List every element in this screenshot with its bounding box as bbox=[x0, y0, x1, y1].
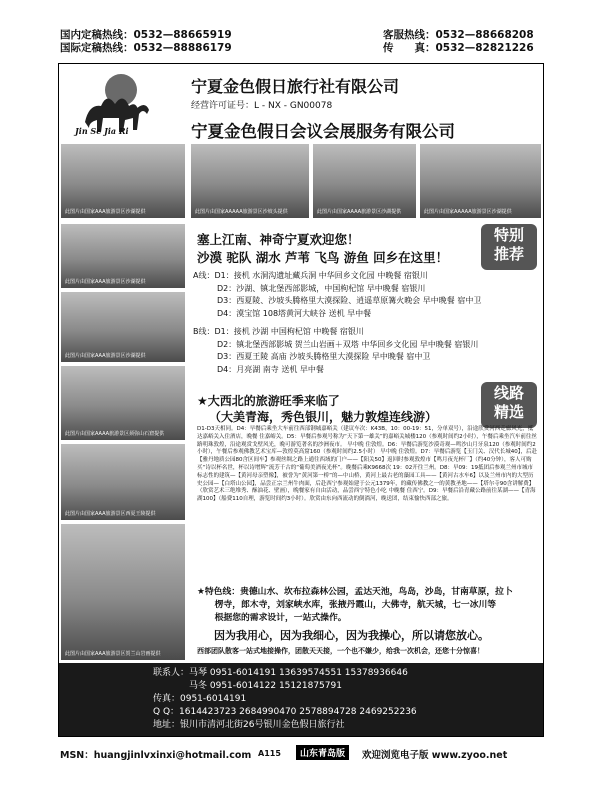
company-name-travel: 宁夏金色假日旅行社有限公司 bbox=[191, 77, 400, 96]
domestic-hotline: 国内定稿热线：0532—88665919 bbox=[60, 29, 232, 41]
contact-qq: Q Q：1614423723 2684990470 2578894728 2469252236 bbox=[153, 707, 417, 717]
route-b: B线：D1：接机 沙湖 中国枸杞馆 中晚餐 宿银川 D2：镇北堡西部影城 贺兰山岩画＋双塔 中华回乡文化园 早中晚餐 宿银川 D3：西夏王陵 高庙 沙坡头腾格里大漠探险 早中晚餐 宿中卫 D4：月亮湖 南寺 送机 早中餐 bbox=[193, 327, 479, 374]
footer-msn: MSN：huangjinlvxinxi@hotmail.com bbox=[60, 750, 252, 761]
contact-fax: 传真：0951-6014191 bbox=[153, 694, 247, 704]
photo-mosque: 此图片由国家AAA旅游景区沙湖提供 bbox=[61, 224, 185, 288]
footer-welcome: 欢迎浏览电子版 www.zyoo.net bbox=[362, 750, 508, 761]
contact-person-2: 马冬 0951-6014122 15121875791 bbox=[153, 681, 342, 691]
photo-rock-art: 此图片由国家AAA旅游景区贺兰山岩画提供 bbox=[61, 524, 185, 660]
service-hotline: 客服热线：0532—88668208 bbox=[383, 29, 534, 41]
slogan: 因为我用心，因为我细心，因为我操心，所以请您放心。 bbox=[214, 629, 489, 642]
license-number: 经营许可证号：L - NX - GN00078 bbox=[191, 101, 333, 111]
headline-welcome: 塞上江南、神奇宁夏欢迎您！ bbox=[197, 232, 360, 247]
special-recommend-badge: 特别 推荐 bbox=[481, 224, 537, 270]
international-hotline: 国际定稿热线：0532—88886179 bbox=[60, 42, 232, 54]
photo-grottoes: 此图片由国家AAAA旅游景区须弥山石窟提供 bbox=[61, 366, 185, 440]
itinerary-details: D1-D3天相同。D4：早餐后乘坐大车前往西部钢城嘉峪关（建议车次：K43B，10：00-19：51，分单双号），沿途欣赏河西走廊风光，抵达嘉峪关入住酒店，晚餐 住嘉峪关。D5：早餐后参观号称为“天下第一雄关”的嘉峪关城楼120（参观时间约2小时），午餐后乘坐汽车前往丝路明珠敦煌，沿途观赏戈壁风光，晚可游览著名的沙洲夜市。 早中晚 住敦煌。D6：早餐后游览沙漠奇观—鸣沙山月牙泉120（参观时间约2小时），午餐后参观佛教艺术宝库—敦煌莫高窟160（参观时间约2.5小时） 早中晚 住敦煌。D7：早餐后游览【玉门关、汉代长城40】，后赴【雅丹地质公园80含区间车】参观丝绸之路上通往西域的门户——【阳关50】返回时参观敦煌市【鸣月夜光杯厂】（约40分钟），客人可购买“诗以杯名世，杯以诗增辉”流芳千古的“葡萄美酒夜光杯”。晚餐后乘K9668次 19：02开往兰州。D8：早09：19抵团后参观兰州市城市标志性的建筑—【黄河母亲塑像】，被誉为“黄河第一桥”的—中山桥，黄河上最古老的藻园工具——【黄河古水车6】以及兰州市内的大型历史公园—【白塔山公园】，品尝正宗兰州牛肉面，后赴西宁参观始建于公元1379年，的藏传佛教之一的黄教圣地——【塔尔寺90含讲解费】（欣赏艺术三绝堆秀、酥油花、壁画），晚餐家有自由活动，品尝西宁特色小吃 中晚餐 住西宁。D9：早餐后沿青藏公路前往某湖——【青海湖100】（船费110自理，游览时间约3小时）。欣赏由东向西流动的倒淌河，晚送团，结束愉快西部之旅。 bbox=[197, 426, 537, 503]
photo-mosque-2: 此图片由国家AAA旅游景区沙湖提供 bbox=[61, 292, 185, 362]
headline-route: （大美青海，秀色银川，魅力敦煌连线游） bbox=[209, 410, 438, 424]
page-number: A115 bbox=[258, 749, 281, 758]
company-name-expo: 宁夏金色假日会议会展服务有限公司 bbox=[191, 122, 455, 141]
photo-desert-camels: 此图片由国家AAAAA旅游景区沙湖提供 bbox=[420, 144, 541, 218]
contact-block bbox=[59, 663, 543, 736]
contact-person-1: 联系人：马琴 0951-6014191 13639574551 15378936646 bbox=[153, 668, 408, 678]
fax-line: 传 真：0532—82821226 bbox=[383, 42, 534, 54]
photo-sand-lake: 此图片由国家AAA旅游景区沙湖提供 bbox=[61, 144, 185, 218]
logo-text: Jin Se Jia Ri bbox=[75, 126, 129, 136]
route-selection-badge: 线路 精选 bbox=[481, 382, 537, 428]
featured-lines: ★特色线：贵德山水、坎布拉森林公园，孟达天池，鸟岛，沙岛，甘南草原，拉卜 楞寺，郎木寺，刘家峡水库，张掖丹霞山，大佛寺，航天城，七一冰川等 根据您的需求设计，一站式操作。 bbox=[197, 587, 513, 624]
contact-address: 地址：银川市清河北街26号银川金色假日旅行社 bbox=[153, 720, 345, 730]
photo-shapotou: 此图片由国家AAAAA旅游景区沙坡头提供 bbox=[191, 144, 309, 218]
slogan-sub: 西部团队散客一站式地接操作，团散天天接，一个也不嫌少，给我一次机会，还您十分惊喜！ bbox=[197, 647, 484, 655]
headline-features: 沙漠 驼队 湖水 芦苇 飞鸟 游鱼 回乡在这里！ bbox=[197, 250, 449, 265]
advertisement bbox=[58, 63, 544, 737]
photo-shahu-river: 此图片由国家AAAA旅游景区沙湖提供 bbox=[313, 144, 416, 218]
headline-season: ★大西北的旅游旺季来临了 bbox=[197, 394, 340, 408]
route-a: A线：D1：接机 水洞沟遗址藏兵洞 中华回乡文化园 中晚餐 宿银川 D2：沙湖、镇北堡西部影城，中国枸杞馆 早中晚餐 宿银川 D3：西夏陵、沙坡头腾格里大漠探险、逍遥草原篝火晚会 早中晚餐 宿中卫 D4：漠宝馆 108塔黄河大峡谷 送机 早中餐 bbox=[193, 271, 482, 318]
photo-xixia-tombs: 此图片由国家AAA旅游景区西夏王陵提供 bbox=[61, 444, 185, 520]
newspaper-logo: 山东青岛版 bbox=[296, 745, 349, 760]
